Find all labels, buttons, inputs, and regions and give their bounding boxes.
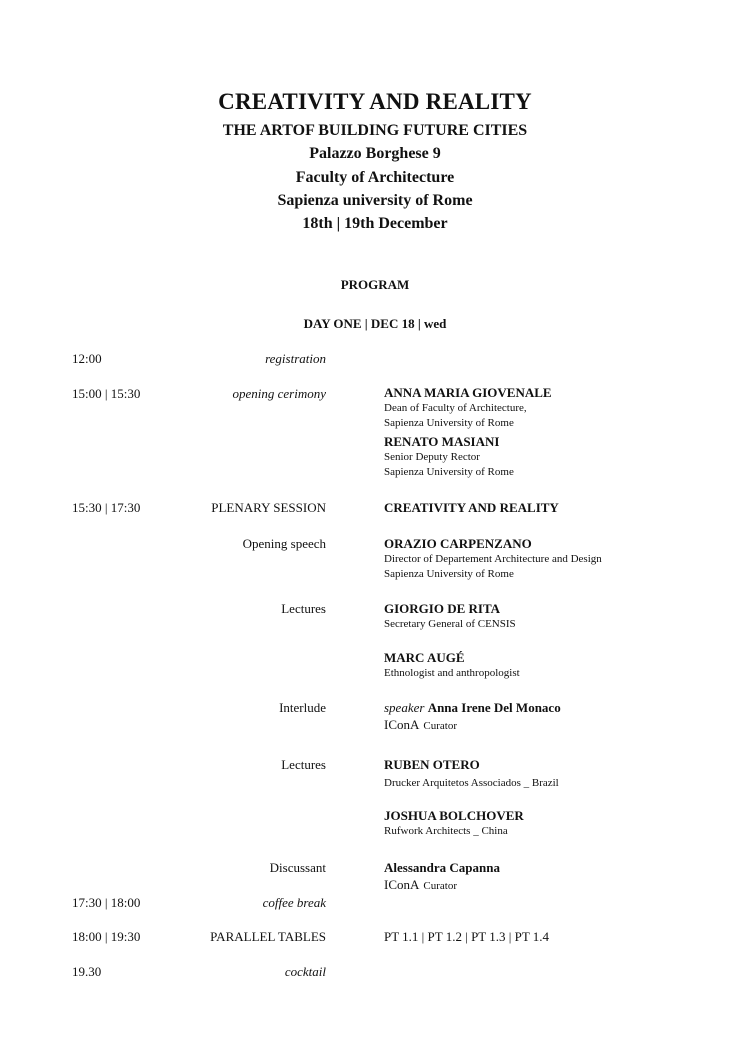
speaker-name: RUBEN OTERO [384,757,480,772]
speaker-role: Curator [423,880,457,892]
time-registration: 12:00 [72,351,102,366]
speaker-affiliation: Rufwork Architects _ China [384,825,508,837]
document-subtitle: THE ARTOF BUILDING FUTURE CITIES [222,122,528,139]
speaker-name: RENATO MASIANI [384,434,500,449]
speaker-affiliation: Director of Departement Architecture and Design [384,553,602,565]
label-registration: registration [265,351,326,366]
time-opening: 15:00 | 15:30 [72,386,141,401]
event-dates: 18th | 19th December [302,215,448,232]
speaker-block [384,700,561,734]
speaker-prefix: speaker [384,700,425,715]
label-parallel: PARALLEL TABLES [210,929,326,944]
speaker-affiliation: Sapienza University of Rome [384,466,514,478]
speaker-affiliation: Senior Deputy Rector [384,451,480,463]
speaker-block [384,808,524,839]
speaker-name: GIORGIO DE RITA [384,601,501,616]
speaker-org: IConA [384,877,420,892]
label-plenary: PLENARY SESSION [211,500,326,515]
speaker-name: Anna Irene Del Monaco [427,700,561,715]
speaker-affiliation: Secretary General of CENSIS [384,618,516,630]
speaker-role: Curator [423,720,457,732]
day-heading: DAY ONE | DEC 18 | wed [303,316,447,331]
speaker-affiliation: Sapienza University of Rome [384,568,514,580]
document-title: CREATIVITY AND REALITY [218,89,532,114]
speaker-block [384,650,520,681]
label-interlude: Interlude [279,700,326,715]
speaker-block [384,601,516,632]
speaker-affiliation: Drucker Arquitetos Associados _ Brazil [384,777,559,789]
venue: Palazzo Borghese 9 [309,145,441,162]
speaker-block [384,757,559,791]
university: Sapienza university of Rome [277,192,473,209]
label-coffee: coffee break [262,895,326,910]
label-lectures: Lectures [281,601,326,616]
plenary-title: CREATIVITY AND REALITY [384,500,559,515]
label-opening: opening cerimony [232,386,326,401]
time-cocktail: 19.30 [72,964,102,979]
time-parallel: 18:00 | 19:30 [72,929,141,944]
label-lectures: Lectures [281,757,326,772]
speaker-block [384,536,602,582]
speaker-affiliation: Sapienza University of Rome [384,417,514,429]
speaker-org: IConA [384,717,420,732]
label-cocktail: cocktail [284,964,326,979]
speaker-name: ANNA MARIA GIOVENALE [384,385,552,400]
speaker-name: ORAZIO CARPENZANO [384,536,532,551]
speaker-block [384,860,500,894]
faculty: Faculty of Architecture [295,169,455,186]
speaker-name: Alessandra Capanna [384,860,500,875]
speaker-name: JOSHUA BOLCHOVER [384,808,524,823]
label-opening-speech: Opening speech [242,536,326,551]
time-plenary: 15:30 | 17:30 [72,500,141,515]
time-coffee: 17:30 | 18:00 [72,895,141,910]
speaker-affiliation: Ethnologist and anthropologist [384,667,520,679]
parallel-tables-list: PT 1.1 | PT 1.2 | PT 1.3 | PT 1.4 [384,929,550,944]
program-heading: PROGRAM [340,277,410,292]
speaker-block [384,385,552,431]
speaker-name: MARC AUGÉ [384,650,465,665]
speaker-affiliation: Dean of Faculty of Architecture, [384,402,527,414]
label-discussant: Discussant [269,860,326,875]
speaker-block [384,434,514,480]
